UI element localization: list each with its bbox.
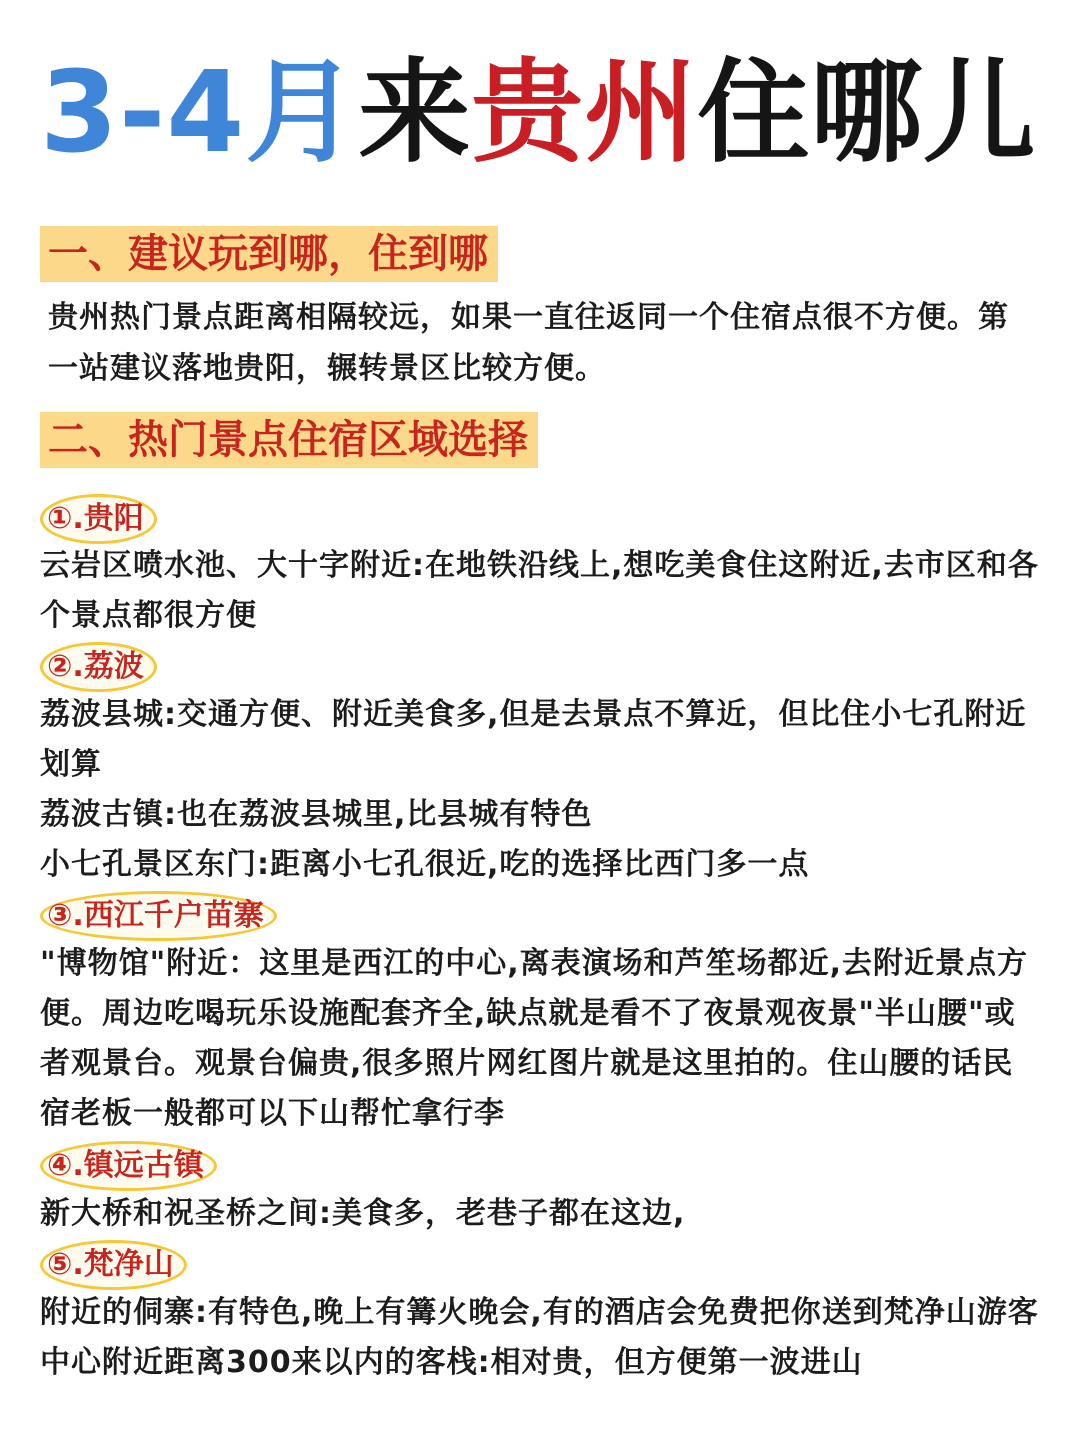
area-text-guiyang: 云岩区喷水池、大十字附近:在地铁沿线上,想吃美食住这附近,去市区和各个景点都很方便 xyxy=(40,548,1039,633)
section-1-heading: 一、建议玩到哪，住到哪 xyxy=(40,226,498,282)
area-text-libo-old-town: 荔波古镇:也在荔波县城里,比县城有特色 xyxy=(40,797,593,832)
area-label-xijiang: ③.西江千户苗寨 xyxy=(40,891,277,941)
section-2-heading: 二、热门景点住宿区域选择 xyxy=(40,412,538,468)
area-text-zhenyuan: 新大桥和祝圣桥之间:美食多，老巷子都在这边, xyxy=(40,1196,686,1231)
title-guizhou: 贵州 xyxy=(471,48,698,178)
section-1-text: 贵州热门景点距离相隔较远，如果一直往返同一个住宿点很不方便。第一站建议落地贵阳，辗转景区比较方便。 xyxy=(48,300,1009,386)
area-text-xiaoqikong: 小七孔景区东门:距离小七孔很近,吃的选择比西门多一点 xyxy=(40,847,810,882)
title-month: 3-4月 xyxy=(40,48,359,178)
area-text-fanjingshan: 附近的侗寨:有特色,晚上有篝火晚会,有的酒店会免费把你送到梵净山游客中心附近距离300来以内的客栈:相对贵，但方便第一波进山 xyxy=(40,1295,1039,1380)
area-text-xijiang: "博物馆"附近：这里是西江的中心,离表演场和芦笙场都近,去附近景点方便。周边吃喝玩乐设施配套齐全,缺点就是看不了夜景观夜景"半山腰"或者观景台。观景台偏贵,很多照片网红图片就是这里拍的。住山腰的话民宿老板一般都可以下山帮忙拿行李 xyxy=(40,946,1029,1131)
area-label-libo: ②.荔波 xyxy=(40,642,157,692)
title-where-stay: 住哪儿 xyxy=(697,48,1037,178)
area-label-guiyang: ①.贵阳 xyxy=(40,494,157,544)
page-title xyxy=(40,48,1036,178)
area-label-fanjingshan: ⑤.梵净山 xyxy=(40,1240,187,1290)
area-label-zhenyuan: ④.镇远古镇 xyxy=(40,1141,217,1191)
area-text-libo-county: 荔波县城:交通方便、附近美食多,但是去景点不算近，但比住小七孔附近划算 xyxy=(40,697,1027,782)
title-come: 来 xyxy=(358,48,472,178)
